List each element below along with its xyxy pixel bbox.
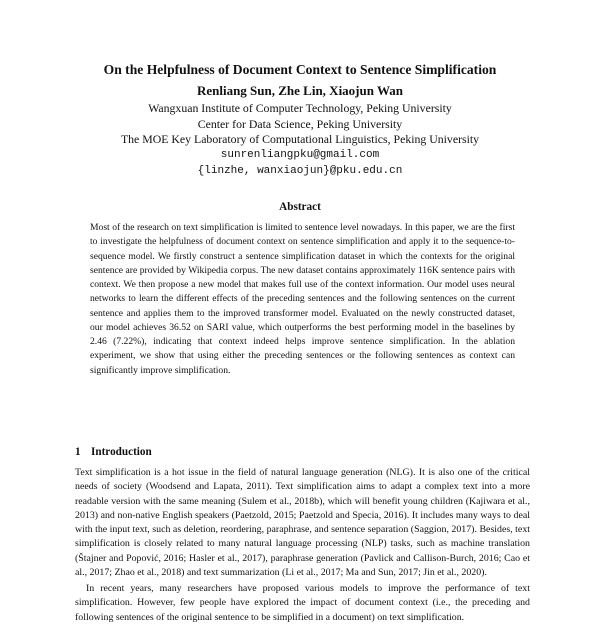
- paper-authors: Renliang Sun, Zhe Lin, Xiaojun Wan: [196, 83, 404, 98]
- affiliation-line: The MOE Key Laboratory of Computational Linguistics, Peking University: [120, 132, 480, 146]
- body-paragraph: In recent years, many researchers have proposed various models to improve the performance of text simplification. However, few people have explored the impact of document context (i.e., the preceding and following sentences of the original sentence to be simplified in a document) on text simplification.: [75, 583, 530, 623]
- section-number: 1: [75, 446, 81, 458]
- abstract-heading: Abstract: [279, 201, 321, 213]
- abstract-text: Most of the research on text simplification is limited to sentence level nowadays. In this paper, we are the first to investigate the helpfulness of document context on sentence simplification and apply it to the sequence-to-sequence model. We firstly construct a sentence simplification dataset in which the contexts for the original sentence are provided by Wikipedia corpus. The new dataset contains approximately 116K sentence pairs with context. We then propose a new model that makes full use of the context information. Our model uses neural networks to learn the different effects of the preceding sentences and the following sentences on the current sentence and applies them to the improved transformer model. Evaluated on the newly constructed dataset, our model achieves 36.52 on SARI value, which outperforms the best performing model in the baselines by 2.46 (7.22%), indicating that context indeed helps improve sentence simplification. In the ablation experiment, we show that using either the preceding sentences or the following sentences as context can significantly improve simplification.: [90, 222, 515, 376]
- section-title: Introduction: [91, 446, 152, 458]
- author-affiliations: [0, 101, 600, 148]
- email-line: {linzhe, wanxiaojun}@pku.edu.cn: [197, 164, 403, 177]
- paper-title: On the Helpfulness of Document Context to Sentence Simplification: [103, 62, 497, 77]
- affiliation-line: Center for Data Science, Peking University: [197, 116, 403, 131]
- affiliation-line: Wangxuan Institute of Computer Technology, Peking University: [148, 101, 452, 115]
- introduction-body: [75, 446, 530, 625]
- body-paragraph: Text simplification is a hot issue in the field of natural language generation (NLG). It is also one of the critical needs of society (Woodsend and Lapata, 2011). Text simplification aims to adapt a complex text into a more readable version with the same meaning (Sulem et al., 2018b), which will benefit young children (Kajiwara et al., 2013) and non-native English speakers (Paetzold, 2015; Paetzold and Specia, 2016). It includes many ways to deal with the input text, such as deletion, reordering, paraphrase, and sentence separation (Saggion, 2017). Besides, text simplification is closely related to many natural language processing (NLP) tasks, such as machine translation (Štajner and Popović, 2016; Hasler et al., 2017), paraphrase generation (Pavlick and Callison-Burch, 2016; Cao et al., 2017; Zhao et al., 2018) and text summarization (Li et al., 2017; Ma and Sun, 2017; Jin et al., 2020).: [75, 467, 530, 578]
- email-line: sunrenliangpku@gmail.com: [220, 149, 380, 161]
- author-emails: [0, 148, 600, 179]
